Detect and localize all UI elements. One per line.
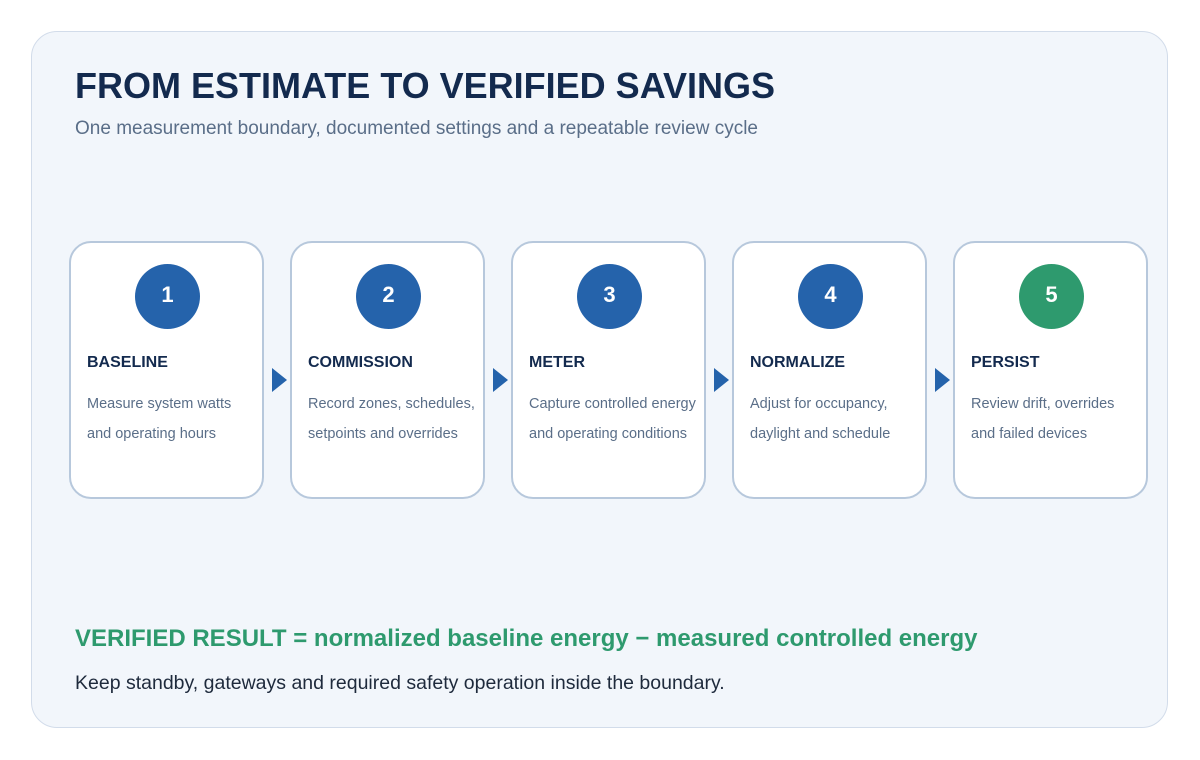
step-title: METER [529,354,585,371]
step-description-line: and operating hours [87,426,216,442]
step-number-badge: 1 [135,264,200,329]
step-number-badge: 4 [798,264,863,329]
step-description-line: setpoints and overrides [308,426,458,442]
page-subtitle: One measurement boundary, documented settings and a repeatable review cycle [75,118,758,139]
step-card-meter [511,241,706,499]
step-description-line: Capture controlled energy [529,396,696,412]
step-description-line: Measure system watts [87,396,232,412]
step-description-line: and operating conditions [529,426,688,442]
step-description [971,389,1147,449]
flow-arrow-icon [272,368,287,392]
step-card-baseline [69,241,264,499]
step-card-commission [290,241,485,499]
step-description-line: daylight and schedule [750,426,891,442]
step-title: NORMALIZE [750,354,846,371]
step-title: COMMISSION [308,354,413,371]
boundary-note: Keep standby, gateways and required safety operation inside the boundary. [75,672,725,694]
step-description [529,389,705,449]
step-description [750,389,926,449]
step-description [308,389,484,449]
flow-arrow-icon [493,368,508,392]
step-description [87,389,263,449]
step-number-badge: 5 [1019,264,1084,329]
step-description-line: Record zones, schedules, [308,396,475,412]
step-number-badge: 3 [577,264,642,329]
step-description-line: Adjust for occupancy, [750,396,888,412]
flow-arrow-icon [935,368,950,392]
step-description-line: Review drift, overrides [971,396,1115,412]
step-title: PERSIST [971,354,1040,371]
verified-result-formula: VERIFIED RESULT = normalized baseline energy − measured controlled energy [75,625,978,652]
step-title: BASELINE [87,354,168,371]
step-card-persist [953,241,1148,499]
step-card-normalize [732,241,927,499]
flow-arrow-icon [714,368,729,392]
page-title: FROM ESTIMATE TO VERIFIED SAVINGS [75,65,776,106]
step-number-badge: 2 [356,264,421,329]
step-description-line: and failed devices [971,426,1088,442]
